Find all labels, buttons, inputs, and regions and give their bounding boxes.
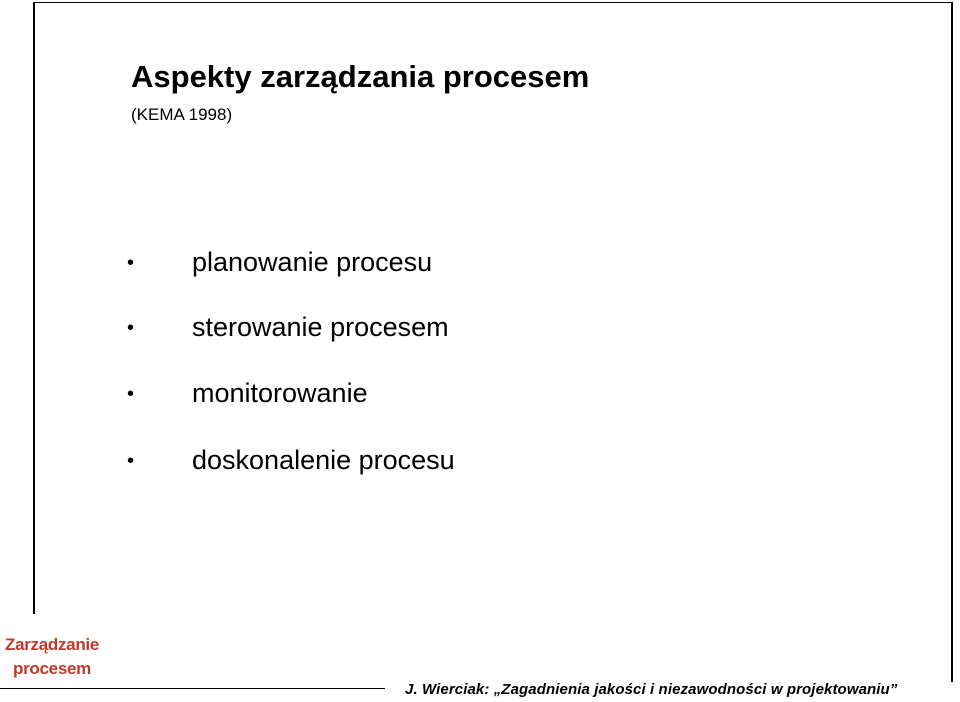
footer-divider (0, 688, 385, 689)
bullet-text: doskonalenie procesu (192, 445, 455, 475)
bullet-item (0, 375, 700, 415)
bullet-item (0, 442, 700, 482)
bullet-item (0, 309, 700, 349)
footer-section-label-line2: procesem (13, 659, 91, 678)
bullet-icon: • (127, 252, 135, 274)
bullet-text: planowanie procesu (192, 247, 433, 277)
bullet-text: sterowanie procesem (192, 312, 449, 342)
slide-frame-left (33, 2, 35, 614)
bullet-icon: • (127, 450, 135, 472)
slide-title: Aspekty zarządzania procesem (131, 59, 590, 94)
bullet-icon: • (127, 383, 135, 405)
footer-section-label-line1: Zarządzanie (4, 635, 99, 654)
bullet-item (0, 244, 700, 284)
slide-frame-top (33, 2, 953, 3)
bullet-icon: • (127, 317, 135, 339)
bullet-text: monitorowanie (192, 378, 368, 408)
slide-frame-right (951, 2, 953, 682)
footer-author-course: J. Wierciak: „Zagadnienia jakości i niezawodności w projektowaniu” (405, 681, 898, 698)
footer-section-label (0, 633, 104, 681)
slide-subtitle: (KEMA 1998) (131, 105, 233, 124)
